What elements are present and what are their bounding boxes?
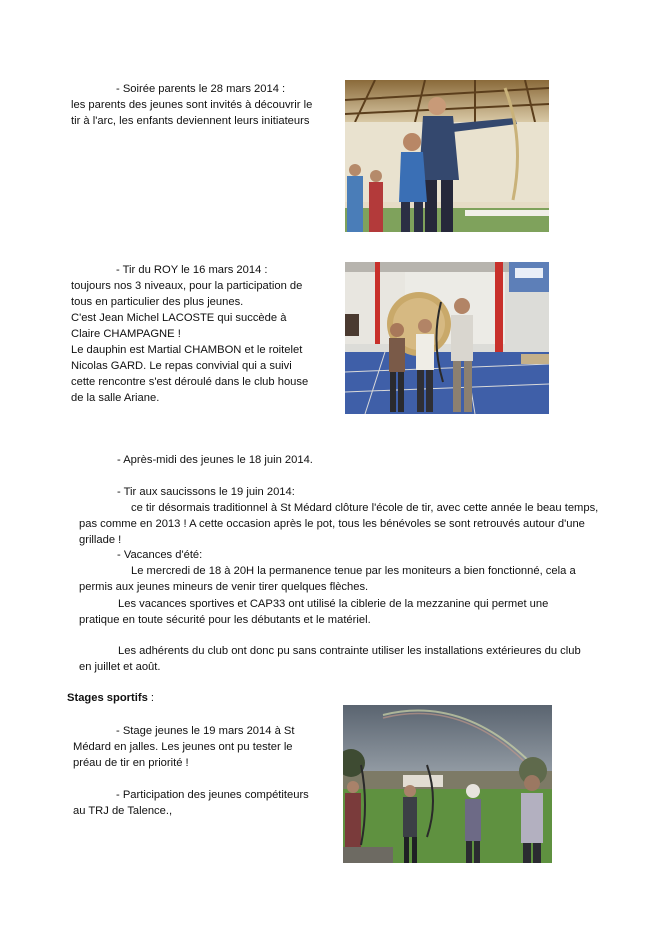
- vacances-title: - Vacances d'été:: [117, 549, 203, 561]
- stages-spacer: [73, 771, 333, 787]
- vacances-line: pratique en toute sécurité pour les débutants et le matériel.: [79, 614, 371, 626]
- saucissons-title: - Tir aux saucissons le 19 juin 2014:: [117, 486, 295, 498]
- vacances-line: permis aux jeunes mineurs de venir tirer quelques flèches.: [79, 581, 369, 593]
- soiree-line: les parents des jeunes sont invités à découvrir le: [71, 99, 313, 111]
- soiree-title: - Soirée parents le 28 mars 2014 :: [116, 83, 286, 95]
- section-stages: [73, 723, 333, 819]
- roy-line: C'est Jean Michel LACOSTE qui succède à: [71, 312, 287, 324]
- roy-line: de la salle Ariane.: [71, 392, 160, 404]
- saucissons-line: ce tir désormais traditionnel à St Médard clôture l'école de tir, avec cette année le beau temps,: [131, 502, 599, 514]
- roy-line: toujours nos 3 niveaux, pour la participation de: [71, 280, 303, 292]
- tir-du-roy-group-photo: [345, 262, 549, 414]
- stages-heading-colon: :: [147, 692, 155, 704]
- saucissons-line: pas comme en 2013 ! A cette occasion après le pot, tous les bénévoles se sont retrouvés autour d'une: [79, 518, 585, 530]
- roy-line: cette rencontre s'est déroulé dans le club house: [71, 376, 309, 388]
- stages-line: Médard en jalles. Les jeunes ont pu tester le: [73, 741, 293, 753]
- section-soiree-parents: [71, 81, 331, 129]
- roy-line: tous en particulier des plus jeunes.: [71, 296, 244, 308]
- stages-line: - Participation des jeunes compétiteurs: [116, 789, 309, 801]
- roy-line: Claire CHAMPAGNE !: [71, 328, 181, 340]
- vacances-line: Le mercredi de 18 à 20H la permanence tenue par les moniteurs a bien fonctionné, cela a: [131, 565, 576, 577]
- apres-midi-line: - Après-midi des jeunes le 18 juin 2014.: [117, 454, 313, 466]
- soiree-line: tir à l'arc, les enfants deviennent leurs initiateurs: [71, 115, 310, 127]
- archery-instruction-photo: [345, 80, 549, 232]
- outdoor-archery-rainbow-photo: [343, 705, 552, 863]
- stages-line: au TRJ de Talence.,: [73, 805, 173, 817]
- adherents-line: Les adhérents du club ont donc pu sans contrainte utiliser les installations extérieures du club: [118, 645, 581, 657]
- stages-line: - Stage jeunes le 19 mars 2014 à St: [116, 725, 295, 737]
- roy-line: Le dauphin est Martial CHAMBON et le roitelet: [71, 344, 303, 356]
- saucissons-line: grillade !: [79, 534, 122, 546]
- stages-heading-label: Stages sportifs: [67, 692, 148, 704]
- vacances-line: Les vacances sportives et CAP33 ont utilisé la ciblerie de la mezzanine qui permet une: [118, 598, 549, 610]
- roy-line: Nicolas GARD. Le repas convivial qui a suivi: [71, 360, 292, 372]
- adherents-line: en juillet et août.: [79, 661, 161, 673]
- roy-title: - Tir du ROY le 16 mars 2014 :: [116, 264, 268, 276]
- section-tir-du-roy: [71, 262, 331, 406]
- stages-heading: [67, 690, 154, 706]
- stages-line: préau de tir en priorité !: [73, 757, 189, 769]
